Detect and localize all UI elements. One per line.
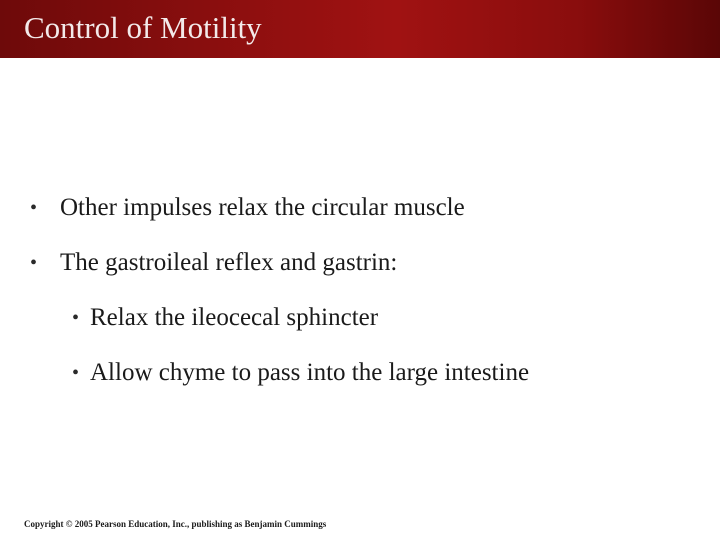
slide-title: Control of Motility (24, 10, 262, 45)
sub-bullet-text: Allow chyme to pass into the large intestine (90, 359, 530, 386)
bullet-icon: • (72, 307, 80, 329)
sub-bullet-text: Relax the ileocecal sphincter (90, 304, 379, 331)
bullet-icon: • (30, 252, 38, 274)
copyright-footer: Copyright © 2005 Pearson Education, Inc., publishing as Benjamin Cummings (24, 519, 327, 529)
bullet-text: The gastroileal reflex and gastrin: (60, 249, 398, 276)
bullet-text: Other impulses relax the circular muscle (60, 194, 465, 221)
bullet-icon: • (30, 197, 38, 219)
bullet-icon: • (72, 362, 80, 384)
title-bar (0, 0, 720, 58)
